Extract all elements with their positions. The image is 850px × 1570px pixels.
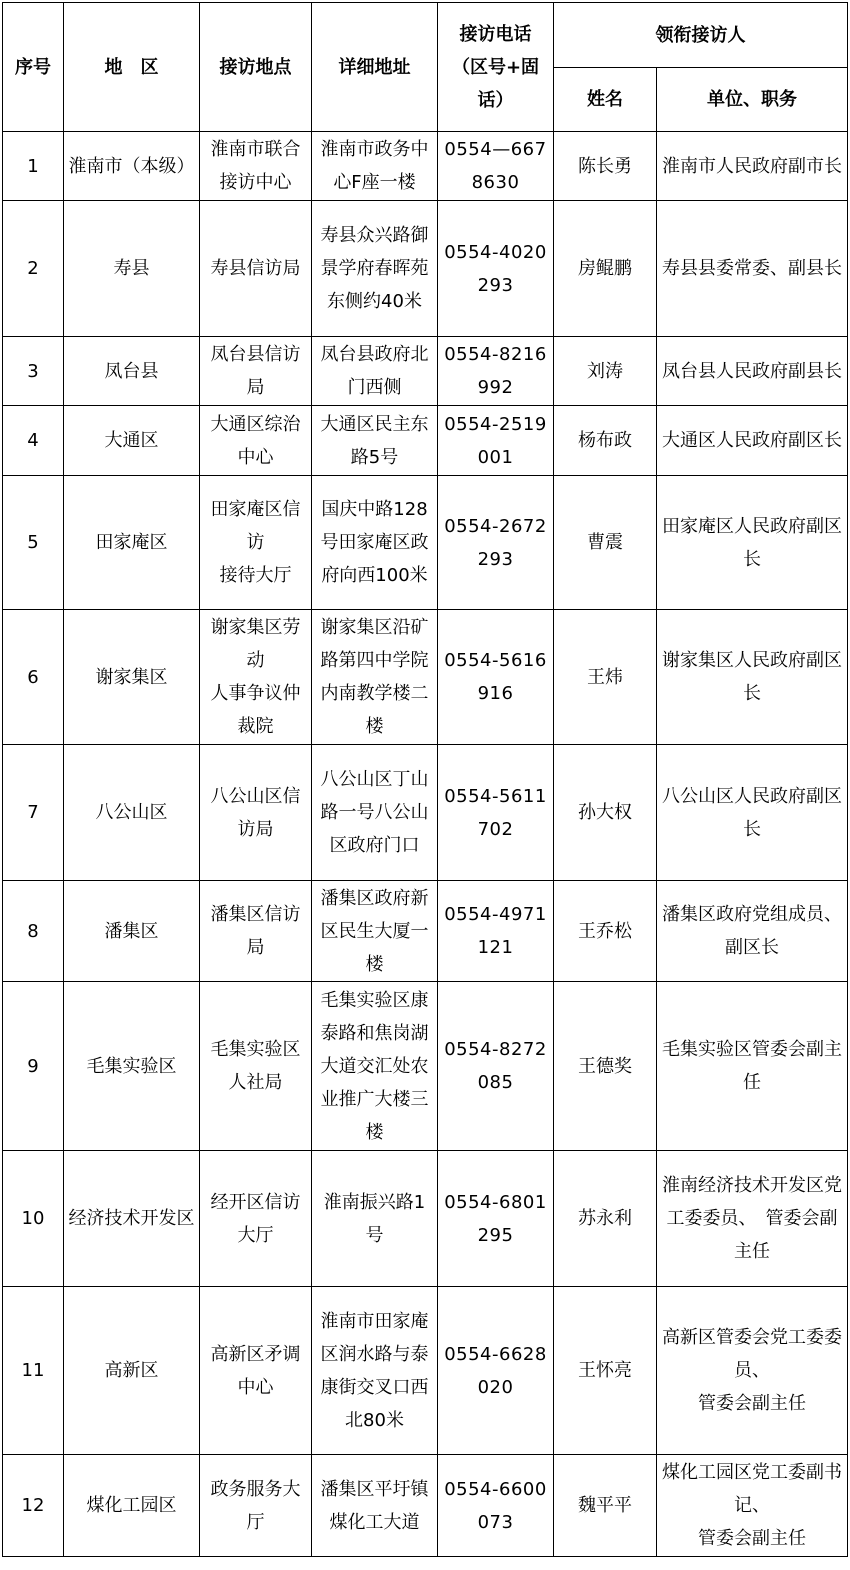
region-cell: 大通区 xyxy=(64,406,200,476)
header-title: 单位、职务 xyxy=(657,68,848,132)
title-cell: 潘集区政府党组成员、副区长 xyxy=(657,881,848,982)
title-cell: 谢家集区人民政府副区长 xyxy=(657,610,848,745)
location-cell: 大通区综治中心 xyxy=(200,406,312,476)
phone-cell: 0554-5616916 xyxy=(438,610,554,745)
phone-cell: 0554-6801295 xyxy=(438,1151,554,1287)
header-leader: 领衔接访人 xyxy=(554,3,848,68)
name-cell: 王德奖 xyxy=(554,982,657,1151)
seq-cell: 7 xyxy=(3,745,64,881)
region-cell: 淮南市（本级） xyxy=(64,132,200,201)
region-cell: 毛集实验区 xyxy=(64,982,200,1151)
name-cell: 曹震 xyxy=(554,476,657,610)
address-cell: 国庆中路128号田家庵区政府向西100米 xyxy=(312,476,438,610)
title-cell: 煤化工园区党工委副书记、 管委会副主任 xyxy=(657,1455,848,1557)
phone-cell: 0554-5611702 xyxy=(438,745,554,881)
seq-cell: 4 xyxy=(3,406,64,476)
phone-cell: 0554-2672293 xyxy=(438,476,554,610)
name-cell: 王乔松 xyxy=(554,881,657,982)
seq-cell: 10 xyxy=(3,1151,64,1287)
table-row xyxy=(3,745,848,881)
title-cell: 寿县县委常委、副县长 xyxy=(657,201,848,337)
reception-table xyxy=(2,2,848,1557)
address-cell: 淮南振兴路1号 xyxy=(312,1151,438,1287)
table-row xyxy=(3,881,848,982)
location-cell: 淮南市联合接访中心 xyxy=(200,132,312,201)
title-cell: 高新区管委会党工委委员、 管委会副主任 xyxy=(657,1287,848,1455)
seq-cell: 2 xyxy=(3,201,64,337)
location-cell: 凤台县信访局 xyxy=(200,337,312,406)
table-row xyxy=(3,132,848,201)
name-cell: 陈长勇 xyxy=(554,132,657,201)
name-cell: 王怀亮 xyxy=(554,1287,657,1455)
location-cell: 政务服务大厅 xyxy=(200,1455,312,1557)
table-row xyxy=(3,610,848,745)
header-address: 详细地址 xyxy=(312,3,438,132)
location-cell: 寿县信访局 xyxy=(200,201,312,337)
address-cell: 凤台县政府北门西侧 xyxy=(312,337,438,406)
phone-cell: 0554-8216992 xyxy=(438,337,554,406)
name-cell: 房鲲鹏 xyxy=(554,201,657,337)
location-cell: 八公山区信访局 xyxy=(200,745,312,881)
name-cell: 孙大权 xyxy=(554,745,657,881)
address-cell: 淮南市政务中心F座一楼 xyxy=(312,132,438,201)
location-cell: 毛集实验区人社局 xyxy=(200,982,312,1151)
region-cell: 高新区 xyxy=(64,1287,200,1455)
header-seq: 序号 xyxy=(3,3,64,132)
phone-cell: 0554-2519001 xyxy=(438,406,554,476)
region-cell: 田家庵区 xyxy=(64,476,200,610)
address-cell: 毛集实验区康泰路和焦岗湖大道交汇处农业推广大楼三楼 xyxy=(312,982,438,1151)
header-region: 地 区 xyxy=(64,3,200,132)
name-cell: 苏永利 xyxy=(554,1151,657,1287)
location-cell: 经开区信访大厅 xyxy=(200,1151,312,1287)
header-name: 姓名 xyxy=(554,68,657,132)
title-cell: 淮南市人民政府副市长 xyxy=(657,132,848,201)
phone-cell: 0554-4971121 xyxy=(438,881,554,982)
table-row xyxy=(3,406,848,476)
name-cell: 王炜 xyxy=(554,610,657,745)
seq-cell: 12 xyxy=(3,1455,64,1557)
table-row xyxy=(3,982,848,1151)
title-cell: 大通区人民政府副区长 xyxy=(657,406,848,476)
table-row xyxy=(3,1455,848,1557)
table-row xyxy=(3,1151,848,1287)
seq-cell: 5 xyxy=(3,476,64,610)
phone-cell: 0554—6678630 xyxy=(438,132,554,201)
title-cell: 凤台县人民政府副县长 xyxy=(657,337,848,406)
name-cell: 杨布政 xyxy=(554,406,657,476)
phone-cell: 0554-6628020 xyxy=(438,1287,554,1455)
location-cell: 田家庵区信访 接待大厅 xyxy=(200,476,312,610)
address-cell: 潘集区平圩镇煤化工大道 xyxy=(312,1455,438,1557)
address-cell: 寿县众兴路御景学府春晖苑东侧约40米 xyxy=(312,201,438,337)
address-cell: 八公山区丁山路一号八公山区政府门口 xyxy=(312,745,438,881)
title-cell: 田家庵区人民政府副区长 xyxy=(657,476,848,610)
address-cell: 大通区民主东路5号 xyxy=(312,406,438,476)
seq-cell: 6 xyxy=(3,610,64,745)
region-cell: 经济技术开发区 xyxy=(64,1151,200,1287)
title-cell: 淮南经济技术开发区党工委委员、 管委会副主任 xyxy=(657,1151,848,1287)
phone-cell: 0554-6600073 xyxy=(438,1455,554,1557)
name-cell: 刘涛 xyxy=(554,337,657,406)
phone-cell: 0554-8272085 xyxy=(438,982,554,1151)
title-cell: 八公山区人民政府副区长 xyxy=(657,745,848,881)
table-row xyxy=(3,1287,848,1455)
region-cell: 谢家集区 xyxy=(64,610,200,745)
location-cell: 谢家集区劳动 人事争议仲裁院 xyxy=(200,610,312,745)
name-cell: 魏平平 xyxy=(554,1455,657,1557)
header-phone: 接访电话 （区号+固话） xyxy=(438,3,554,132)
seq-cell: 3 xyxy=(3,337,64,406)
region-cell: 凤台县 xyxy=(64,337,200,406)
location-cell: 潘集区信访局 xyxy=(200,881,312,982)
table-row xyxy=(3,476,848,610)
phone-cell: 0554-4020293 xyxy=(438,201,554,337)
seq-cell: 1 xyxy=(3,132,64,201)
seq-cell: 8 xyxy=(3,881,64,982)
title-cell: 毛集实验区管委会副主任 xyxy=(657,982,848,1151)
address-cell: 淮南市田家庵区润水路与泰康街交叉口西北80米 xyxy=(312,1287,438,1455)
location-cell: 高新区矛调中心 xyxy=(200,1287,312,1455)
address-cell: 潘集区政府新区民生大厦一楼 xyxy=(312,881,438,982)
region-cell: 八公山区 xyxy=(64,745,200,881)
region-cell: 寿县 xyxy=(64,201,200,337)
seq-cell: 9 xyxy=(3,982,64,1151)
region-cell: 煤化工园区 xyxy=(64,1455,200,1557)
table-row xyxy=(3,201,848,337)
address-cell: 谢家集区沿矿路第四中学院内南教学楼二楼 xyxy=(312,610,438,745)
seq-cell: 11 xyxy=(3,1287,64,1455)
header-location: 接访地点 xyxy=(200,3,312,132)
region-cell: 潘集区 xyxy=(64,881,200,982)
table-row xyxy=(3,337,848,406)
